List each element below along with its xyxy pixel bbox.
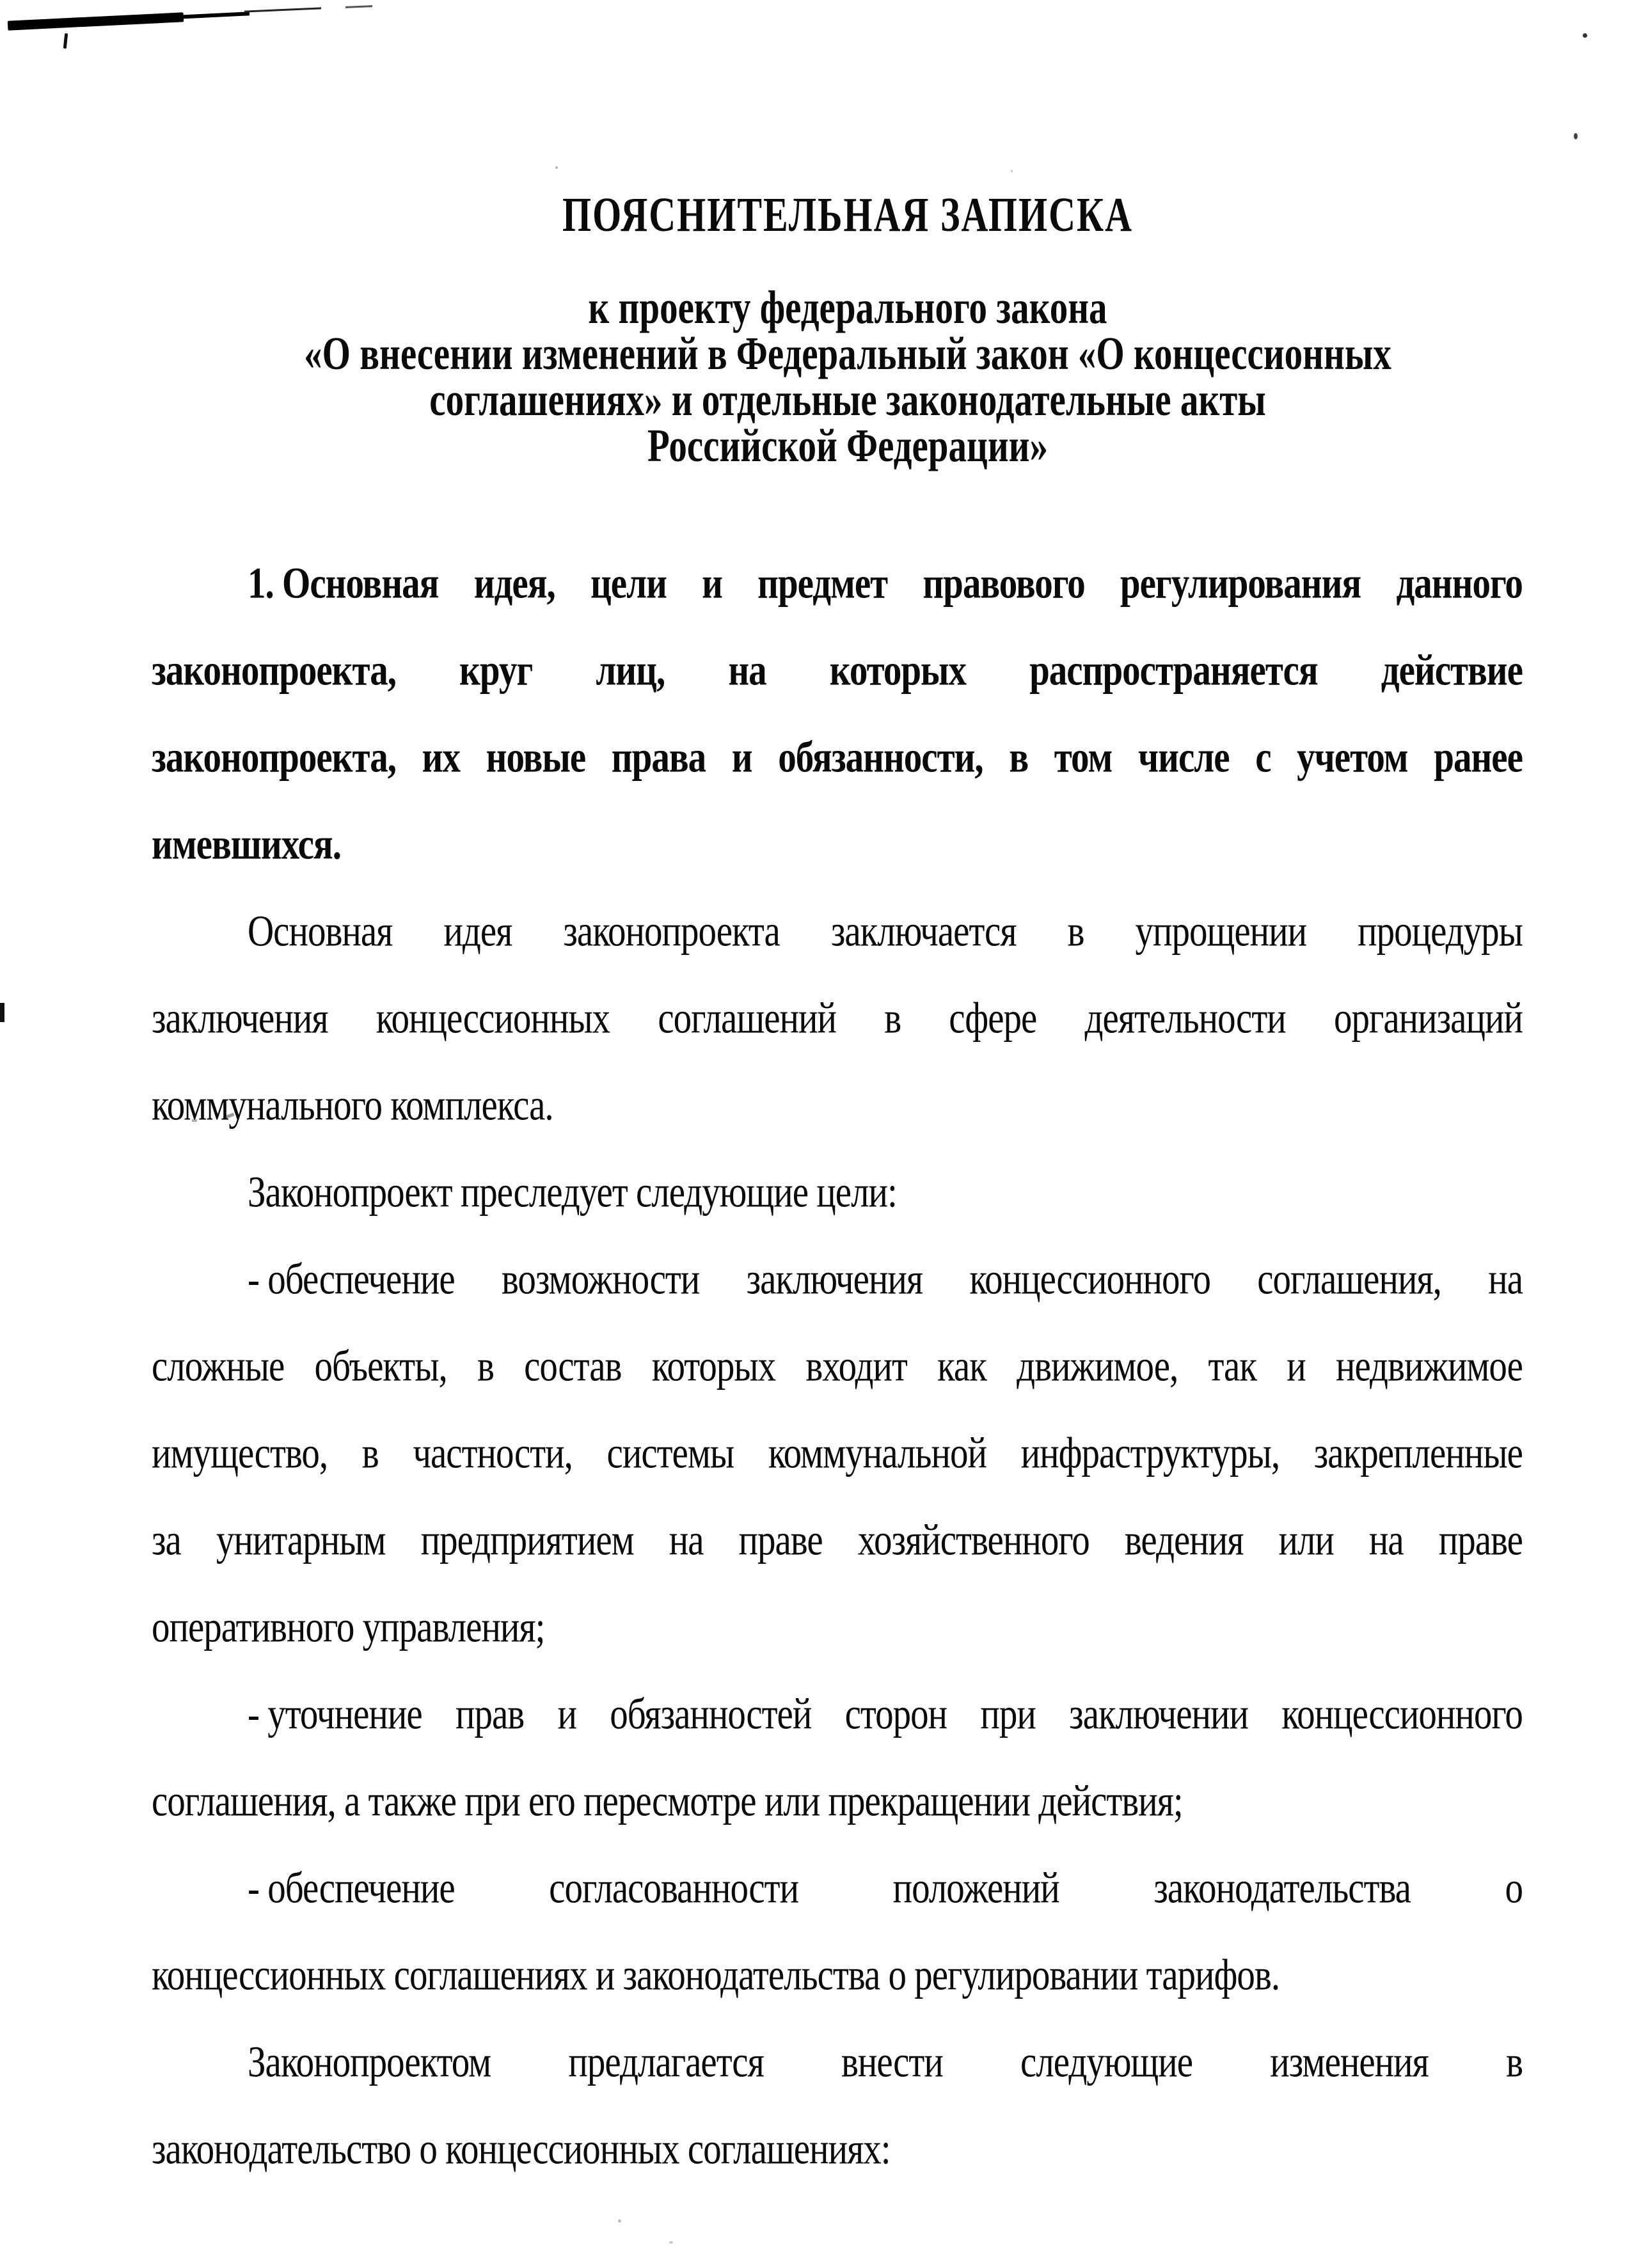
body-line: законопроекта, круг лиц, на которых распространяется действие — [152, 646, 1523, 695]
body-line: коммунального комплекса. — [152, 1081, 553, 1130]
scan-streak-artifact — [8, 12, 184, 30]
body-line: законопроекта, их новые права и обязанности, в том числе с учетом ранее — [152, 733, 1523, 782]
scan-streak-artifact — [178, 12, 250, 19]
subtitle-line: соглашениях» и отдельные законодательные акты — [429, 374, 1266, 426]
scan-speck-artifact — [1011, 170, 1013, 172]
document-body — [152, 540, 1523, 2193]
subtitle-line: к проекту федерального закона — [588, 282, 1107, 334]
body-line: имущество, в частности, системы коммунальной инфраструктуры, закрепленные — [152, 1429, 1523, 1478]
document-title: ПОЯСНИТЕЛЬНАЯ ЗАПИСКА — [562, 187, 1133, 242]
body-line: соглашения, а также при его пересмотре или прекращении действия; — [152, 1777, 1183, 1826]
body-line: Основная идея законопроекта заключается в упрощении процедуры — [248, 907, 1523, 956]
body-line: заключения концессионных соглашений в сфере деятельности организаций — [152, 994, 1523, 1043]
body-line: - обеспечение возможности заключения концессионного соглашения, на — [248, 1255, 1523, 1304]
scan-speck-artifact — [618, 2219, 621, 2223]
body-line: оперативного управления; — [152, 1603, 545, 1652]
body-line: концессионных соглашениях и законодательства о регулировании тарифов. — [152, 1951, 1280, 2000]
body-line: 1. Основная идея, цели и предмет правового регулирования данного — [248, 559, 1523, 608]
body-line: Законопроектом предлагается внести следующие изменения в — [248, 2038, 1523, 2087]
document-subtitle — [51, 282, 1632, 472]
scan-speck-artifact — [669, 2241, 673, 2244]
scan-streak-artifact — [345, 5, 372, 8]
scan-speck-artifact — [1583, 33, 1587, 38]
scan-streak-artifact — [244, 7, 321, 12]
body-line: сложные объекты, в состав которых входит как движимое, так и недвижимое — [152, 1342, 1523, 1391]
scan-tick-artifact — [63, 33, 68, 49]
body-line: имевшихся. — [152, 820, 341, 869]
scan-speck-artifact — [0, 1003, 4, 1022]
scan-speck-artifact — [555, 166, 558, 169]
body-line: Законопроект преследует следующие цели: — [248, 1168, 897, 1217]
body-line: - обеспечение согласованности положений законодательства о — [248, 1864, 1523, 1913]
subtitle-line: Российской Федерации» — [647, 420, 1049, 472]
scan-speck-artifact — [1574, 133, 1578, 139]
body-line: законодательство о концессионных соглашениях: — [152, 2125, 891, 2174]
subtitle-line: «О внесении изменений в Федеральный закон «О концессионных — [304, 328, 1391, 380]
body-line: - уточнение прав и обязанностей сторон при заключении концессионного — [248, 1690, 1523, 1739]
body-line: за унитарным предприятием на праве хозяйственного ведения или на праве — [152, 1516, 1523, 1565]
